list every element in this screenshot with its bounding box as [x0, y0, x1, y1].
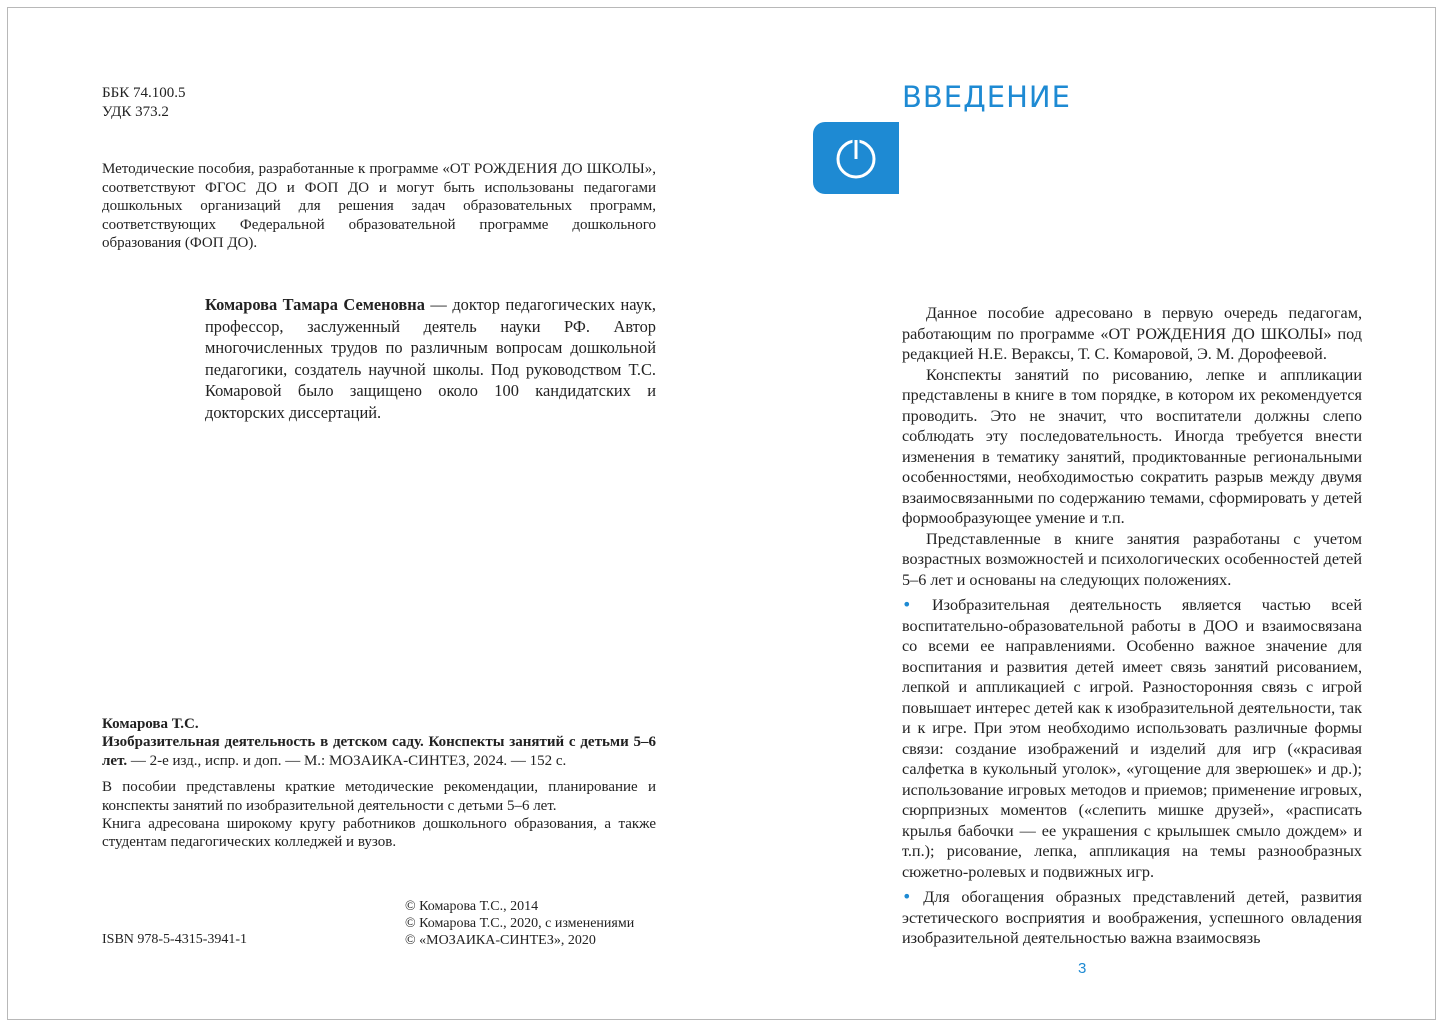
paragraph: Представленные в книге занятия разработаны с учетом возрастных возможностей и психологических особенностей детей 5–6 лет и основаны на следующих положениях.	[902, 529, 1362, 589]
author-bio-text: — доктор педагогических наук, профессор, заслуженный деятель науки РФ. Автор многочисленных трудов по различным вопросам дошкольной педагогики, создатель научной школы. Под руководством Т.С. Комаровой было защищено около 100 кандидатских и докторских диссертаций.	[205, 295, 656, 422]
copyright-line: © «МОЗАИКА-СИНТЕЗ», 2020	[405, 932, 596, 948]
copyright-block	[405, 899, 634, 949]
intro-body	[902, 303, 1362, 949]
author-name: Комарова Тамара Семеновна	[205, 295, 425, 314]
biblio-author: Комарова Т.С.	[102, 716, 199, 732]
bbk-code: ББК 74.100.5	[102, 85, 186, 101]
power-icon	[833, 135, 879, 181]
bullet-item	[902, 595, 1362, 882]
isbn: ISBN 978-5-4315-3941-1	[102, 932, 248, 947]
bullet-item	[902, 887, 1362, 949]
chapter-title: ВВЕДЕНИЕ	[902, 80, 1071, 114]
copyright-line: © Комарова Т.С., 2014	[405, 899, 539, 914]
page-number: 3	[1078, 960, 1087, 977]
udk-code: УДК 373.2	[102, 104, 169, 120]
series-description: Методические пособия, разработанные к программе «ОТ РОЖДЕНИЯ ДО ШКОЛЫ», соответствуют ФГОС ДО и ФОП ДО и могут быть использованы педагогами дошкольных организаций для решения задач образовательных программ, соответствующих Федеральной образовательной программе дошкольного образования (ФОП ДО).	[102, 161, 656, 252]
author-bio	[205, 294, 656, 423]
annotation-2: Книга адресована широкому кругу работников дошкольного образования, а также студентам педагогических колледжей и вузов.	[102, 816, 656, 851]
paragraph: Конспекты занятий по рисованию, лепке и аппликации представлены в книге в том порядке, в котором их рекомендуется проводить. Это не значит, что воспитатели должны слепо соблюдать эту последовательность. Иногда требуется внести изменения в тематику занятий, продиктованные региональными особенностями, необходимостью сократить разрыв между двумя взаимосвязанными по содержанию темами, сформировать у детей формообразующее умение и т.п.	[902, 365, 1362, 527]
bibliographic-record	[102, 715, 656, 852]
bullet-text: Для обогащения образных представлений детей, развития эстетического восприятия и воображения, успешного овладения изобразительной деятельностью важна взаимосвязь	[902, 888, 1362, 947]
book-spread	[7, 7, 1436, 1020]
copyright-line: © Комарова Т.С., 2020, с изменениями	[405, 915, 635, 931]
bullet-text: Изобразительная деятельность является частью всей воспитательно-образовательной работы в ДОО и взаимосвязана со всеми ее направлениями. Особенно важное значение для воспитания и развития детей имеет связь занятий рисованием, лепкой и аппликацией с игрой. Разносторонняя связь с игрой повышает интерес детей как к изобразительной деятельности, так и к игре. При этом необходимо использовать различные формы связи: создание изображений и изделий для игр («красивая салфетка в кукольный уголок», «угощение для зверюшек» и др.); использование игровых методов и приемов; применение игровых, сюрпризных моментов («слепить мишке друзей», «расписать крылья бабочки — ее украшения с крылышек смыло дождем» и т.п.); рисование, лепка, аппликация на темы разнообразных сюжетно-ролевых и подвижных игр.	[902, 596, 1363, 881]
annotation-1: В пособии представлены краткие методические рекомендации, планирование и конспекты занятий по изобразительной деятельности с детьми 5–6 лет.	[102, 779, 656, 814]
chapter-badge	[813, 122, 899, 194]
biblio-details: — 2-е изд., испр. и доп. — М.: МОЗАИКА-СИНТЕЗ, 2024. — 152 с.	[127, 752, 567, 769]
paragraph: Данное пособие адресовано в первую очередь педагогам, работающим по программе «ОТ РОЖДЕНИЯ ДО ШКОЛЫ» под редакцией Н.Е. Вераксы, Т. С. Комаровой, Э. М. Дорофеевой.	[902, 304, 1362, 363]
bullet-marker: •	[902, 595, 912, 614]
biblio-title: Изобразительная деятельность в детском саду. Конспекты занятий с детьми 5–6 лет.	[102, 734, 656, 769]
bullet-marker: •	[902, 887, 912, 906]
library-codes	[102, 84, 185, 122]
